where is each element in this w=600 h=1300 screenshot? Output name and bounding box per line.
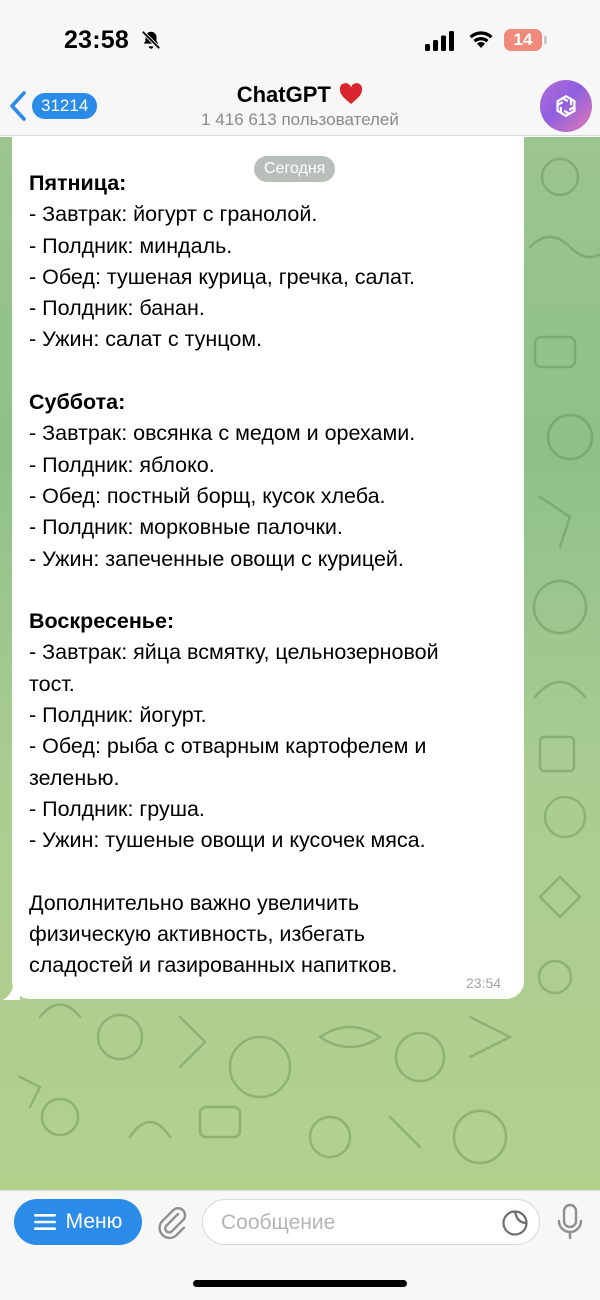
battery-indicator <box>504 29 542 51</box>
battery-level: 14 <box>513 30 533 49</box>
message-line: - Ужин: салат с тунцом. <box>29 327 263 352</box>
bell-slash-icon <box>140 29 162 51</box>
message-line: - Завтрак: йогурт с гранолой. <box>29 202 318 227</box>
chat-title: ChatGPT <box>236 82 331 107</box>
message-line: - Обед: тушеная курица, гречка, салат. <box>29 264 415 289</box>
message-heading: Воскресенье: <box>29 609 175 634</box>
message-line: - Завтрак: овсянка с медом и орехами. <box>29 421 416 446</box>
paperclip-icon[interactable] <box>154 1204 190 1240</box>
message-line: - Полдник: миндаль. <box>29 233 233 258</box>
message-line: тост. <box>29 671 75 696</box>
avatar[interactable] <box>540 80 592 132</box>
wifi-icon <box>467 28 495 50</box>
heart-icon <box>339 83 363 105</box>
message-heading: Суббота: <box>29 390 126 415</box>
menu-label: Меню <box>65 1210 123 1233</box>
message-placeholder: Сообщение <box>221 1211 336 1234</box>
bubble-tail <box>0 982 20 1000</box>
menu-button[interactable] <box>14 1199 142 1245</box>
message-line: - Обед: рыба с отварным картофелем и <box>29 734 427 759</box>
unread-count-badge: 31214 <box>32 93 97 119</box>
openai-logo-icon <box>549 89 583 123</box>
status-time: 23:58 <box>64 26 129 54</box>
message-line: - Полдник: груша. <box>29 796 205 821</box>
message-line: сладостей и газированных напитков. <box>29 953 398 978</box>
message-time: 23:54 <box>466 975 502 991</box>
signal-icon <box>425 31 457 51</box>
message-line: физическую активность, избегать <box>29 922 365 947</box>
microphone-icon[interactable] <box>556 1203 584 1241</box>
status-bar <box>0 0 600 80</box>
message-line <box>29 857 509 888</box>
message-line: - Обед: постный борщ, кусок хлеба. <box>29 483 386 508</box>
message-line: - Ужин: тушеные овощи и кусочек мяса. <box>29 828 426 853</box>
message-line: - Полдник: банан. <box>29 296 205 321</box>
message-heading: Пятница: <box>29 171 127 195</box>
message-line: - Полдник: морковные палочки. <box>29 515 343 540</box>
message-line: - Полдник: йогурт. <box>29 703 207 728</box>
chat-subtitle: 1 416 613 пользователей <box>201 110 399 129</box>
message-line: - Ужин: запеченные овощи с курицей. <box>29 546 404 571</box>
sticker-icon[interactable] <box>501 1209 529 1237</box>
message-text <box>29 168 509 982</box>
chat-title-area[interactable] <box>150 82 450 130</box>
back-button[interactable] <box>8 84 108 128</box>
home-indicator <box>193 1280 407 1287</box>
battery-cap <box>544 36 547 44</box>
message-line: зеленью. <box>29 765 120 790</box>
message-line <box>29 356 509 387</box>
menu-icon <box>34 1213 56 1231</box>
message-line: - Полдник: яблоко. <box>29 452 215 477</box>
date-label: Сегодня <box>254 156 335 182</box>
message-input[interactable] <box>202 1199 540 1245</box>
message-line: - Завтрак: яйца всмятку, цельнозерновой <box>29 640 439 665</box>
message-line <box>29 575 509 606</box>
chat-header <box>0 80 600 136</box>
chevron-left-icon <box>8 90 28 122</box>
message-line: Дополнительно важно увеличить <box>29 890 360 915</box>
